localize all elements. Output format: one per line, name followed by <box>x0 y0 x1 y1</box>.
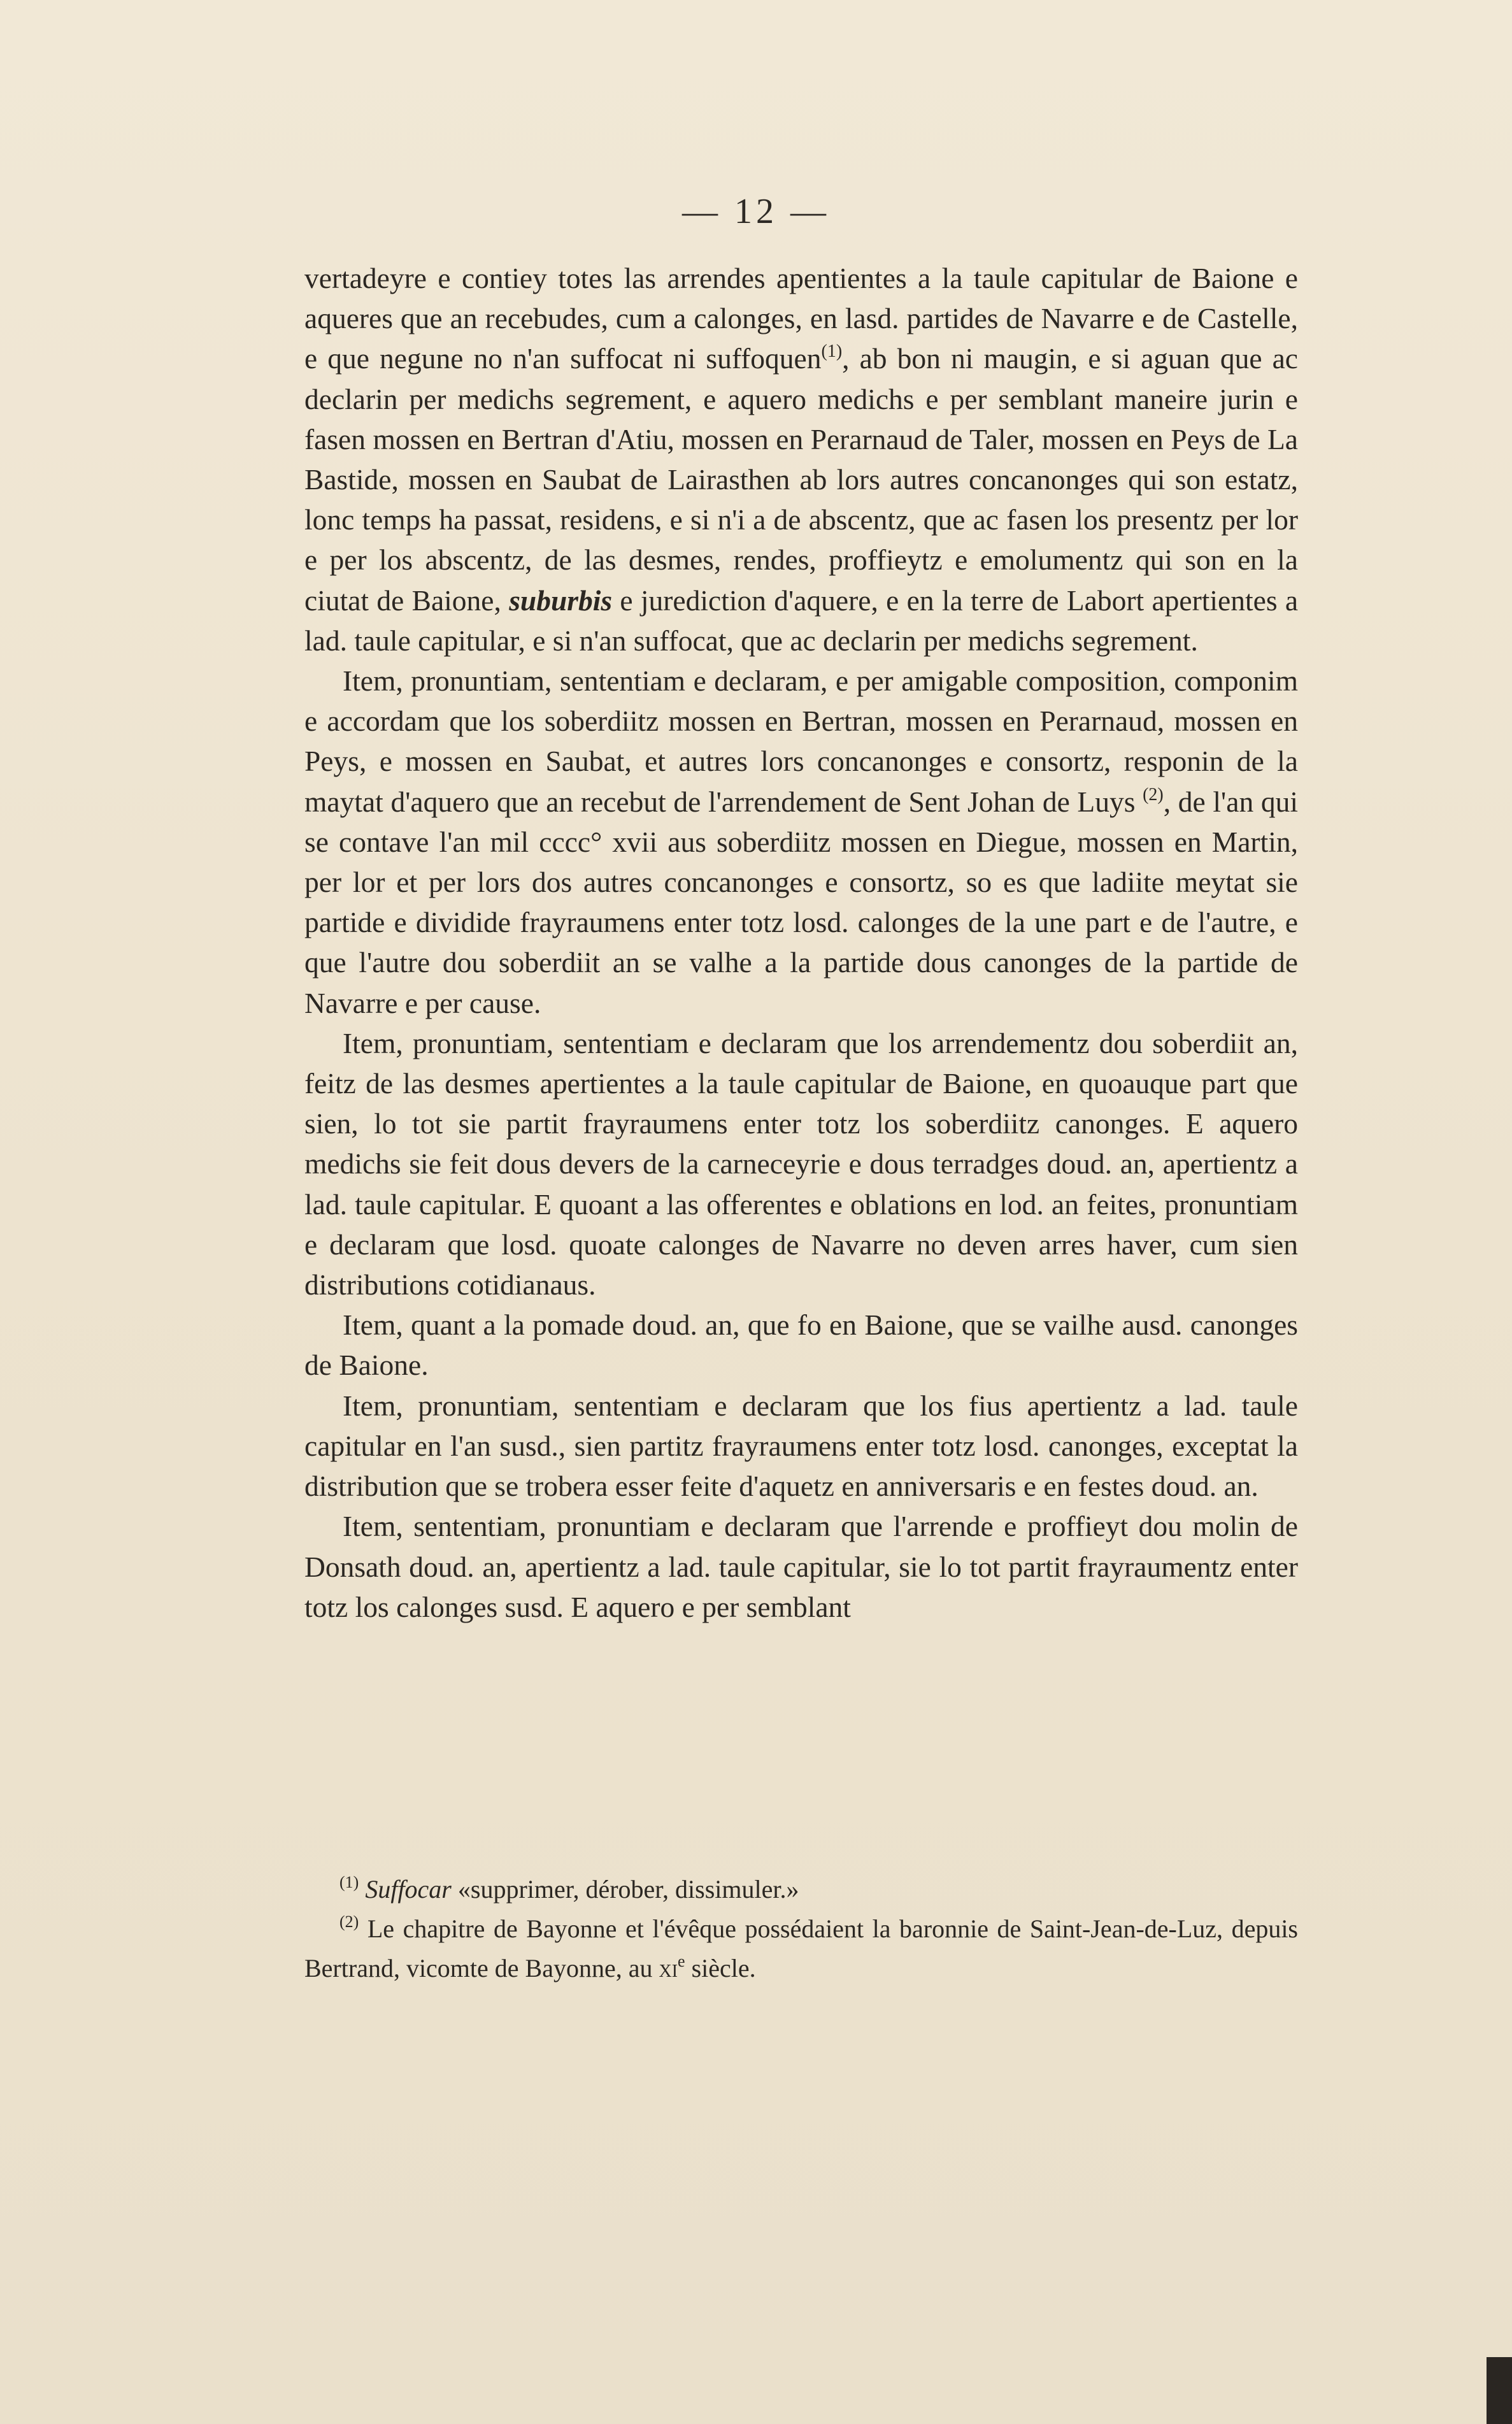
paragraph-5: Item, pronuntiam, sententiam e declaram que los fius apertientz a lad. taule capitular en l'an susd., sien partitz frayraumens enter totz losd. canonges, exceptat la distribution que se trobera esser feite d'aquetz en anniversaris e en festes doud. an. <box>304 1389 1298 1503</box>
paragraph-1 <box>304 258 1298 661</box>
paragraph-1-text-b: , ab bon ni maugin, e si aguan que ac declarin per medichs segrement, e aquero medichs e per semblant maneire jurin e fasen mossen en Bertran d'Atiu, mossen en Perarnaud de Taler, mossen en Peys de La Bastide, mossen en Saubat de Lairasthen ab lors autres concanonges qui son estatz, lonc temps ha passat, residens, e si n'i a de abscentz, que ac fasen los presentz per lor e per los abscentz, de las desmes, rendes, proffieytz e emolumentz qui son en la ciutat de Baione, <box>304 342 1298 617</box>
footnote-1-mark: (1) <box>339 1873 359 1891</box>
main-text <box>304 258 1298 1627</box>
paragraph-4: Item, quant a la pomade doud. an, que fo en Baione, que se vailhe ausd. canonges de Baione. <box>304 1309 1298 1382</box>
footnote-ref-1: (1) <box>821 341 843 362</box>
page-edge-mark <box>1487 2357 1512 2424</box>
footnote-1-term: Suffocar <box>365 1875 452 1904</box>
paragraph-2-text-b: , de l'an qui se contave l'an mil cccc° xvii aus soberdiitz mossen en Diegue, mossen en Martin, per lor et per lors dos autres concanonges e consortz, so es que ladiite meytat sie partide e dividide frayraumens enter totz losd. calonges de la une part e de l'autre, e que l'autre dou soberdiit an se valhe a la partide dous canonges de la partide de Navarre e per cause. <box>304 785 1298 1019</box>
paragraph-6: Item, sententiam, pronuntiam e declaram que l'arrende e proffieyt dou molin de Donsath doud. an, apertientz a lad. taule capitular, sie lo tot partit frayraumentz enter totz los calonges susd. E aquero e per semblant <box>304 1510 1298 1623</box>
footnote-2-text-b: siècle. <box>691 1954 756 1983</box>
footnote-ref-2: (2) <box>1143 784 1164 805</box>
footnote-2-text-a: Le chapitre de Bayonne et l'évêque possédaient la baronnie de Saint-Jean-de-Luz, depuis Bertrand, vicomte de Bayonne, au <box>304 1914 1298 1983</box>
page-number: — 12 — <box>682 192 830 231</box>
paragraph-1-text-c: e jurediction d'aquere, e en la terre de Labort apertientes a lad. taule capitular, e si n'an suffocat, que ac declarin per medichs segrement. <box>304 584 1299 657</box>
paragraph-2-text-a: Item, pronuntiam, sententiam e declaram, e per amigable composition, componim e accordam que los soberdiitz mossen en Bertran, mossen en Perarnaud, mossen en Peys, e mossen en Saubat, et autres lors concanonges e consortz, responin de la maytat d'aquero que an recebut de l'arrendement de Sent Johan de Luys <box>304 664 1298 818</box>
footnote-1 <box>304 1870 1298 1909</box>
footnote-2 <box>304 1909 1298 1988</box>
paragraph-1-text-a: vertadeyre e contiey totes las arrendes apentientes a la taule capitular de Baione e aqueres que an recebudes, cum a calonges, en lasd. partides de Navarre e de Castelle, e que negune no n'an suffocat ni suffoquen <box>304 262 1298 375</box>
paragraph-1-italic: suburbis <box>509 584 613 617</box>
footnote-2-century-sup: e <box>678 1952 685 1970</box>
paragraph-3: Item, pronuntiam, sententiam e declaram que los arrendementz dou soberdiit an, feitz de las desmes apertientes a la taule capitular de Baione, en quoauque part que sien, lo tot sie partit frayraumens enter totz los soberdiitz canonges. E aquero medichs sie feit dous devers de la carneceyrie e dous terradges doud. an, apertientz a lad. taule capitular. E quoant a las offerentes e oblations en lod. an feites, pronuntiam e declaram que losd. quoate calonges de Navarre no deven arres haver, cum sien distributions cotidianaus. <box>304 1026 1298 1302</box>
footnotes <box>304 1870 1298 1988</box>
footnote-2-century: xi <box>659 1954 678 1983</box>
paragraph-2 <box>304 661 1298 1023</box>
footnote-2-mark: (2) <box>339 1912 359 1931</box>
footnote-1-text: «supprimer, dérober, dissimuler.» <box>457 1875 799 1904</box>
